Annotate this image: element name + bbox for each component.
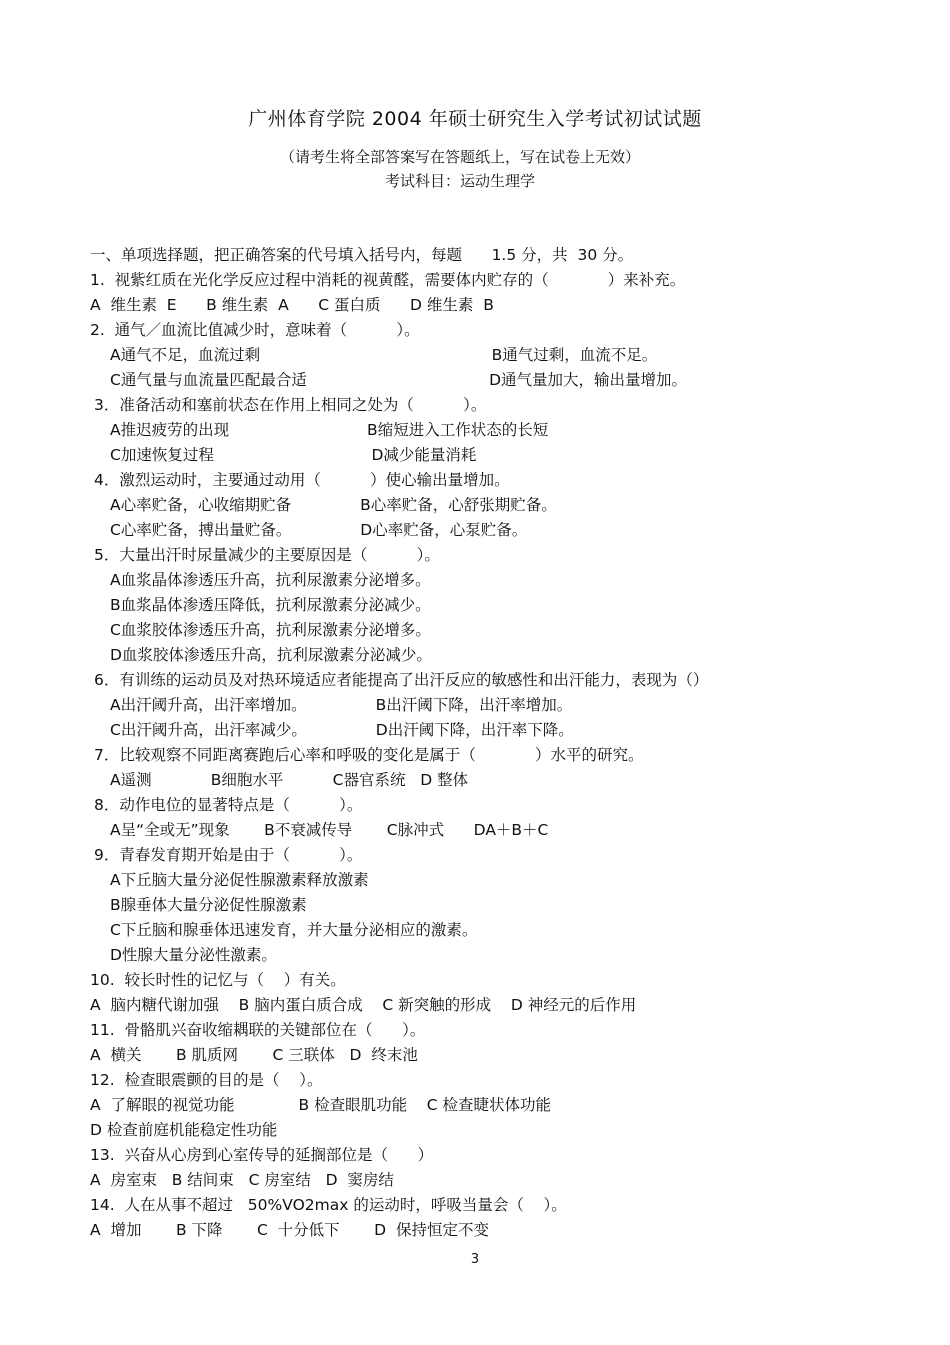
question-line: 1. 视紫红质在光化学反应过程中消耗的视黄醛，需要体内贮存的（ ）来补充。 [90, 271, 686, 289]
question-line: C下丘脑和腺垂体迅速发育，并大量分泌相应的激素。 [110, 921, 478, 939]
question-line: A 维生素 E B 维生素 A C 蛋白质 D 维生素 B [90, 296, 494, 314]
question-line: C心率贮备，搏出量贮备。 D心率贮备，心泵贮备。 [110, 521, 528, 539]
question-line: C出汗阈升高，出汗率减少。 D出汗阈下降，出汗率下降。 [110, 721, 574, 739]
question-line: A血浆晶体渗透压升高，抗利尿激素分泌增多。 [110, 571, 431, 589]
question-line: 6．有训练的运动员及对热环境适应者能提高了出汗反应的敏感性和出汗能力，表现为（） [94, 671, 709, 689]
question-line: 13. 兴奋从心房到心室传导的延搁部位是（ ） [90, 1146, 434, 1164]
page-number: 3 [470, 1252, 480, 1267]
question-line: 3．准备活动和塞前状态在作用上相同之处为（ ）。 [94, 396, 487, 414]
question-line: 4．激烈运动时，主要通过动用（ ）使心输出量增加。 [94, 471, 510, 489]
question-line: 11. 骨骼肌兴奋收缩耦联的关键部位在（ ）。 [90, 1021, 426, 1039]
question-line: 14. 人在从事不超过 50%VO2max 的运动时，呼吸当量会（ ）。 [90, 1196, 567, 1214]
question-line: A下丘脑大量分泌促性腺激素释放激素 [110, 871, 369, 889]
question-line: C通气量与血流量匹配最合适 D通气量加大，输出量增加。 [110, 371, 688, 389]
question-line: A 脑内糖代谢加强 B 脑内蛋白质合成 C 新突触的形成 D 神经元的后作用 [90, 996, 637, 1014]
exam-note: （请考生将全部答案写在答题纸上，写在试卷上无效） [279, 148, 640, 166]
question-line: 8．动作电位的显著特点是（ ）。 [94, 796, 363, 814]
question-line: A 了解眼的视觉功能 B 检查眼肌功能 C 检查睫状体功能 [90, 1096, 552, 1114]
exam-title: 广州体育学院 2004 年硕士研究生入学考试初试试题 [248, 108, 702, 130]
question-line: A呈“全或无”现象 B不衰减传导 C脉冲式 DA＋B＋C [110, 821, 549, 839]
question-line: 9．青春发育期开始是由于（ ）。 [94, 846, 363, 864]
question-line: C血浆胶体渗透压升高，抗利尿激素分泌增多。 [110, 621, 431, 639]
question-line: A 房室束 B 结间束 C 房室结 D 窦房结 [90, 1171, 394, 1189]
question-line: A遥测 B细胞水平 C器官系统 D 整体 [110, 771, 469, 789]
question-line: A 横关 B 肌质网 C 三联体 D 终末池 [90, 1046, 418, 1064]
question-line: A 增加 B 下降 C 十分低下 D 保持恒定不变 [90, 1221, 489, 1239]
question-line: 12. 检查眼震颤的目的是（ ）。 [90, 1071, 323, 1089]
question-line: 2. 通气／血流比值减少时，意味着（ ）。 [90, 321, 420, 339]
exam-subject: 考试科目：运动生理学 [384, 172, 535, 190]
question-line: C加速恢复过程 D减少能量消耗 [110, 446, 477, 464]
question-line: B腺垂体大量分泌促性腺激素 [110, 896, 307, 914]
question-line: A出汗阈升高，出汗率增加。 B出汗阈下降，出汗率增加。 [110, 696, 573, 714]
question-line: 7．比较观察不同距离赛跑后心率和呼吸的变化是属于（ ）水平的研究。 [94, 746, 644, 764]
question-line: D性腺大量分泌性激素。 [110, 946, 277, 964]
question-line: 一、单项选择题，把正确答案的代号填入括号内，每题 1.5 分，共 30 分。 [90, 246, 634, 264]
question-line: A心率贮备，心收缩期贮备 B心率贮备，心舒张期贮备。 [110, 496, 557, 514]
question-line: D血浆胶体渗透压升高，抗利尿激素分泌减少。 [110, 646, 432, 664]
question-line: 5．大量出汗时尿量减少的主要原因是（ ）。 [94, 546, 440, 564]
question-line: A推迟疲劳的出现 B缩短进入工作状态的长短 [110, 421, 549, 439]
question-line: D 检查前庭机能稳定性功能 [90, 1121, 278, 1139]
question-line: A通气不足，血流过剩 B通气过剩，血流不足。 [110, 346, 658, 364]
question-line: 10. 较长时性的记忆与（ ）有关。 [90, 971, 346, 989]
question-line: B血浆晶体渗透压降低，抗利尿激素分泌减少。 [110, 596, 431, 614]
